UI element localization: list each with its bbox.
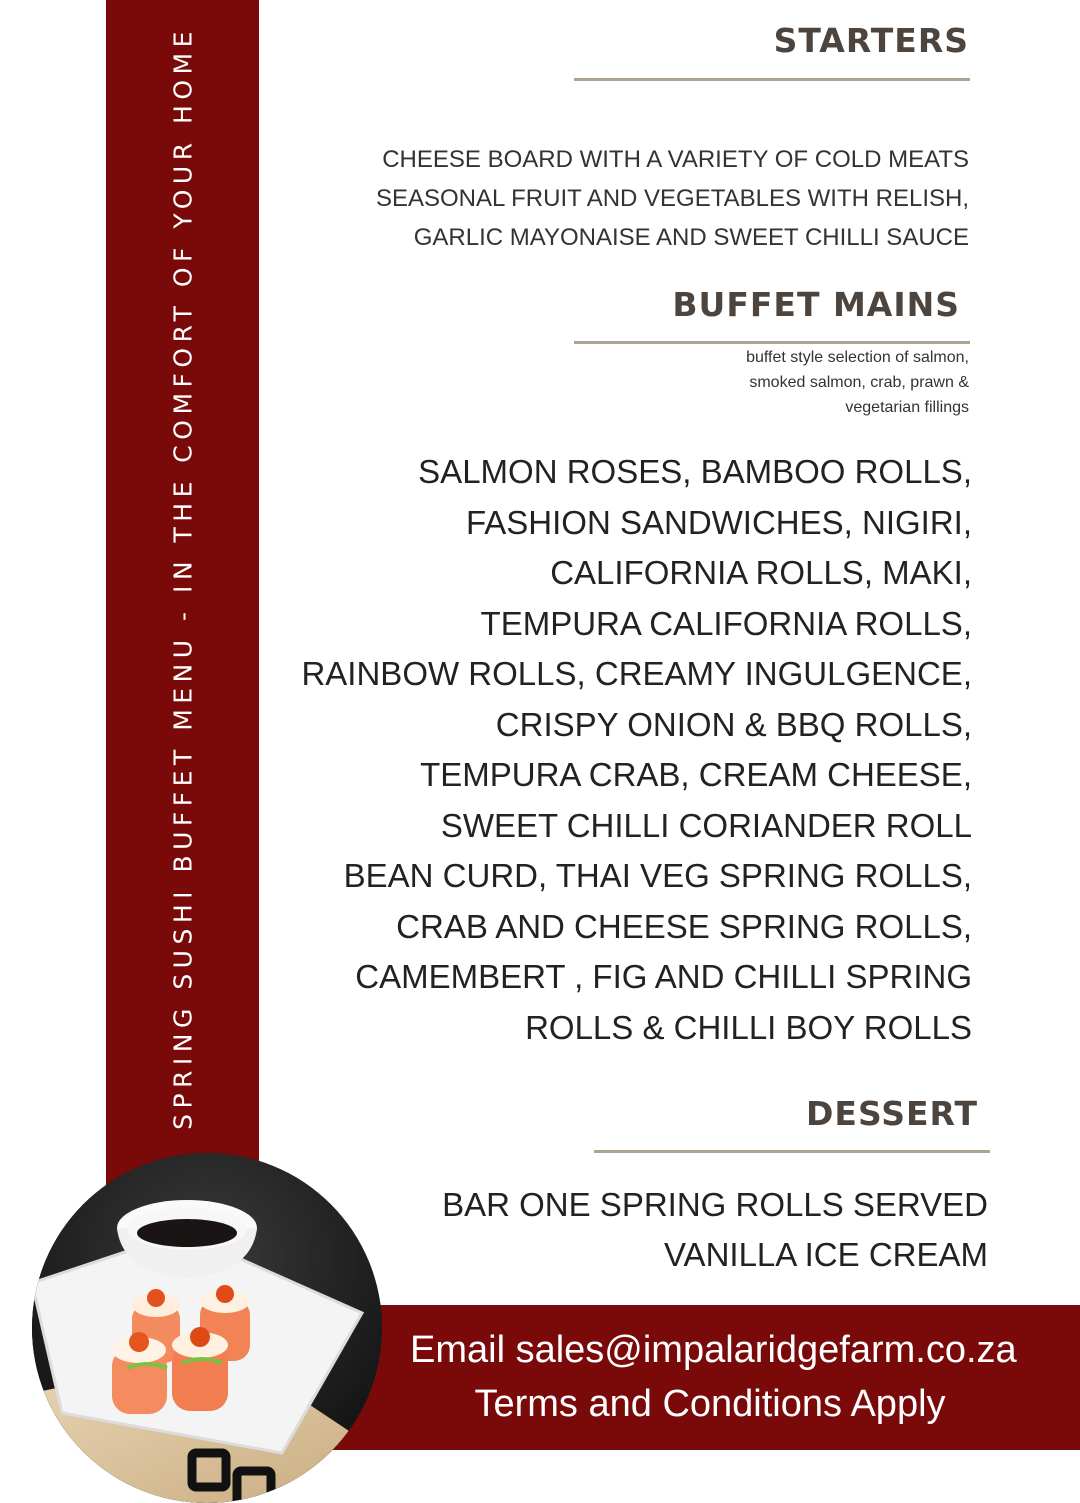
sushi-photo <box>32 1153 382 1503</box>
mains-item: SWEET CHILLI CORIANDER ROLL <box>440 806 972 844</box>
mains-item: FASHION SANDWICHES, NIGIRI, <box>465 503 972 541</box>
mains-note-line: smoked salmon, crab, prawn & <box>749 374 969 391</box>
dessert-rule <box>594 1150 990 1153</box>
footer-email[interactable]: Email sales@impalaridgefarm.co.za <box>410 1329 1017 1371</box>
mains-item: TEMPURA CALIFORNIA ROLLS, <box>480 604 972 642</box>
mains-item: CRISPY ONION & BBQ ROLLS, <box>495 705 972 743</box>
footer-terms: Terms and Conditions Apply <box>474 1383 946 1425</box>
mains-note-line: vegetarian fillings <box>845 399 969 416</box>
starters-rule <box>574 78 970 81</box>
dessert-line: VANILLA ICE CREAM <box>664 1236 988 1273</box>
mains-item: BEAN CURD, THAI VEG SPRING ROLLS, <box>343 857 972 894</box>
mains-rule <box>574 341 970 344</box>
mains-item: CRAB AND CHEESE SPRING ROLLS, <box>396 907 972 945</box>
sushi-illustration <box>32 1153 382 1503</box>
footer-band <box>300 1305 1080 1450</box>
starters-line: SEASONAL FRUIT AND VEGETABLES WITH RELISH, <box>375 185 969 212</box>
mains-note <box>746 345 969 420</box>
dessert-heading: DESSERT <box>806 1094 978 1133</box>
starters-line: CHEESE BOARD WITH A VARIETY OF COLD MEATS <box>382 146 969 173</box>
mains-item: TEMPURA CRAB, CREAM CHEESE, <box>420 756 972 793</box>
mains-item: CALIFORNIA ROLLS, MAKI, <box>550 554 972 591</box>
sidebar-vertical-title: SPRING SUSHI BUFFET MENU - IN THE COMFORT OF YOUR HOME <box>168 26 198 1130</box>
starters-line: GARLIC MAYONAISE AND SWEET CHILLI SAUCE <box>413 224 969 251</box>
starters-list <box>376 140 969 257</box>
dessert-line: BAR ONE SPRING ROLLS SERVED <box>442 1186 988 1223</box>
mains-items <box>301 447 972 1053</box>
mains-item: RAINBOW ROLLS, CREAMY INGULGENCE, <box>301 655 972 692</box>
mains-item: SALMON ROSES, BAMBOO ROLLS, <box>418 453 972 490</box>
starters-heading: STARTERS <box>773 21 969 60</box>
dessert-list <box>442 1180 988 1280</box>
mains-heading: BUFFET MAINS <box>672 285 960 324</box>
mains-item: ROLLS & CHILLI BOY ROLLS <box>525 1008 972 1046</box>
mains-note-line: buffet style selection of salmon, <box>746 349 969 366</box>
mains-item: CAMEMBERT , FIG AND CHILLI SPRING <box>355 958 972 995</box>
